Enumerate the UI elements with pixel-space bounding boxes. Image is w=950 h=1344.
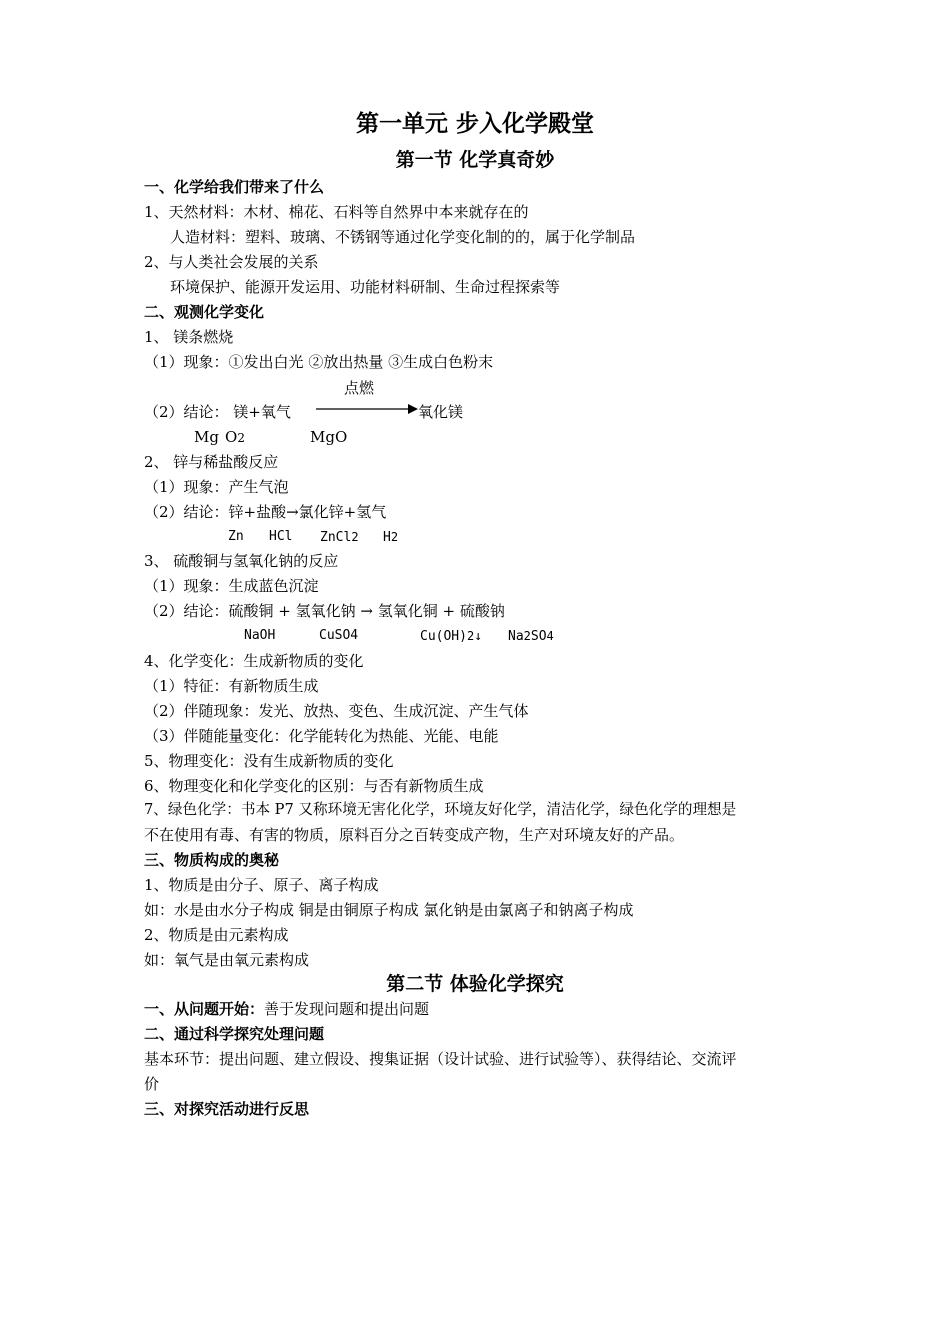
section-1-heading: 第一节 化学真奇妙 <box>395 149 555 171</box>
formula: Zn <box>228 529 244 544</box>
formula: Na2SO4 <box>508 629 554 644</box>
text-line: 2、物质是由元素构成 <box>144 926 289 944</box>
part-heading: 二、通过科学探究处理问题 <box>144 1025 325 1043</box>
text-line: 如：氧气是由氧元素构成 <box>144 951 310 969</box>
text-line: （2）结论：硫酸铜 + 氢氧化钠 → 氢氧化铜 + 硫酸钠 <box>144 602 505 620</box>
text-line: 1、天然材料：木材、棉花、石料等自然界中本来就存在的 <box>144 203 529 221</box>
formula: ZnCl2 <box>320 530 359 545</box>
formula: H2 <box>383 530 399 545</box>
formula: Mg <box>194 428 219 446</box>
text-line: （2）结论： 镁+氧气 <box>144 403 291 421</box>
part-heading: 三、对探究活动进行反思 <box>144 1100 310 1118</box>
formula: CuSO4 <box>319 628 359 643</box>
text-line: （2）结论：锌+盐酸→氯化锌+氢气 <box>144 503 387 521</box>
text-line: （2）伴随现象：发光、放热、变色、生成沉淀、产生气体 <box>144 702 529 720</box>
text-line: 2、与人类社会发展的关系 <box>144 253 319 271</box>
text-line: 环境保护、能源开发运用、功能材料研制、生命过程探索等 <box>170 278 561 296</box>
reaction-product: 氧化镁 <box>418 403 464 421</box>
section-2-heading: 第二节 体验化学探究 <box>386 973 564 995</box>
text-line: 价 <box>144 1075 160 1093</box>
text-line: （1）现象：生成蓝色沉淀 <box>144 577 319 595</box>
text-line: 7、绿色化学：书本 P7 又称环境无害化化学，环境友好化学，清洁化学，绿色化学的理想是 <box>144 801 737 818</box>
part-1-heading: 一、化学给我们带来了什么 <box>144 178 325 196</box>
text-line: 一、从问题开始：善于发现问题和提出问题 <box>144 1000 430 1018</box>
text-line: 基本环节：提出问题、建立假设、搜集证据（设计试验、进行试验等）、获得结论、交流评 <box>144 1050 737 1068</box>
text-line: （3）伴随能量变化：化学能转化为热能、光能、电能 <box>144 727 499 745</box>
page-title: 第一单元 步入化学殿堂 <box>355 110 594 137</box>
formula: MgO <box>310 428 348 446</box>
formula: NaOH <box>244 628 276 643</box>
reaction-condition: 点燃 <box>344 379 375 397</box>
text-line: （1）现象：产生气泡 <box>144 478 289 496</box>
part-3-heading: 三、物质构成的奥秘 <box>144 851 280 869</box>
part-2-heading: 二、观测化学变化 <box>144 303 265 321</box>
text-line: 1、物质是由分子、原子、离子构成 <box>144 876 379 894</box>
text-line: 3、 硫酸铜与氢氧化钠的反应 <box>144 552 339 570</box>
text-line: 不在使用有毒、有害的物质，原料百分之百转变成产物，生产对环境友好的产品。 <box>144 826 685 844</box>
text-line: 2、 锌与稀盐酸反应 <box>144 453 279 471</box>
formula: HCl <box>269 529 293 544</box>
formula: O2 <box>225 428 245 446</box>
text-line: 5、物理变化：没有生成新物质的变化 <box>144 752 394 770</box>
reaction-arrow-icon <box>316 402 418 416</box>
text-line: 人造材料：塑料、玻璃、不锈钢等通过化学变化制的的，属于化学制品 <box>170 228 636 246</box>
text-line: 6、物理变化和化学变化的区别：与否有新物质生成 <box>144 777 484 795</box>
text-line: （1）特征：有新物质生成 <box>144 677 319 695</box>
text-line: （1）现象：①发出白光 ②放出热量 ③生成白色粉末 <box>144 353 494 371</box>
text-line: 4、化学变化：生成新物质的变化 <box>144 652 364 670</box>
text-line: 如：水是由水分子构成 铜是由铜原子构成 氯化钠是由氯离子和钠离子构成 <box>144 901 634 919</box>
formula: Cu(OH)2↓ <box>420 629 483 644</box>
text-line: 1、 镁条燃烧 <box>144 328 234 346</box>
